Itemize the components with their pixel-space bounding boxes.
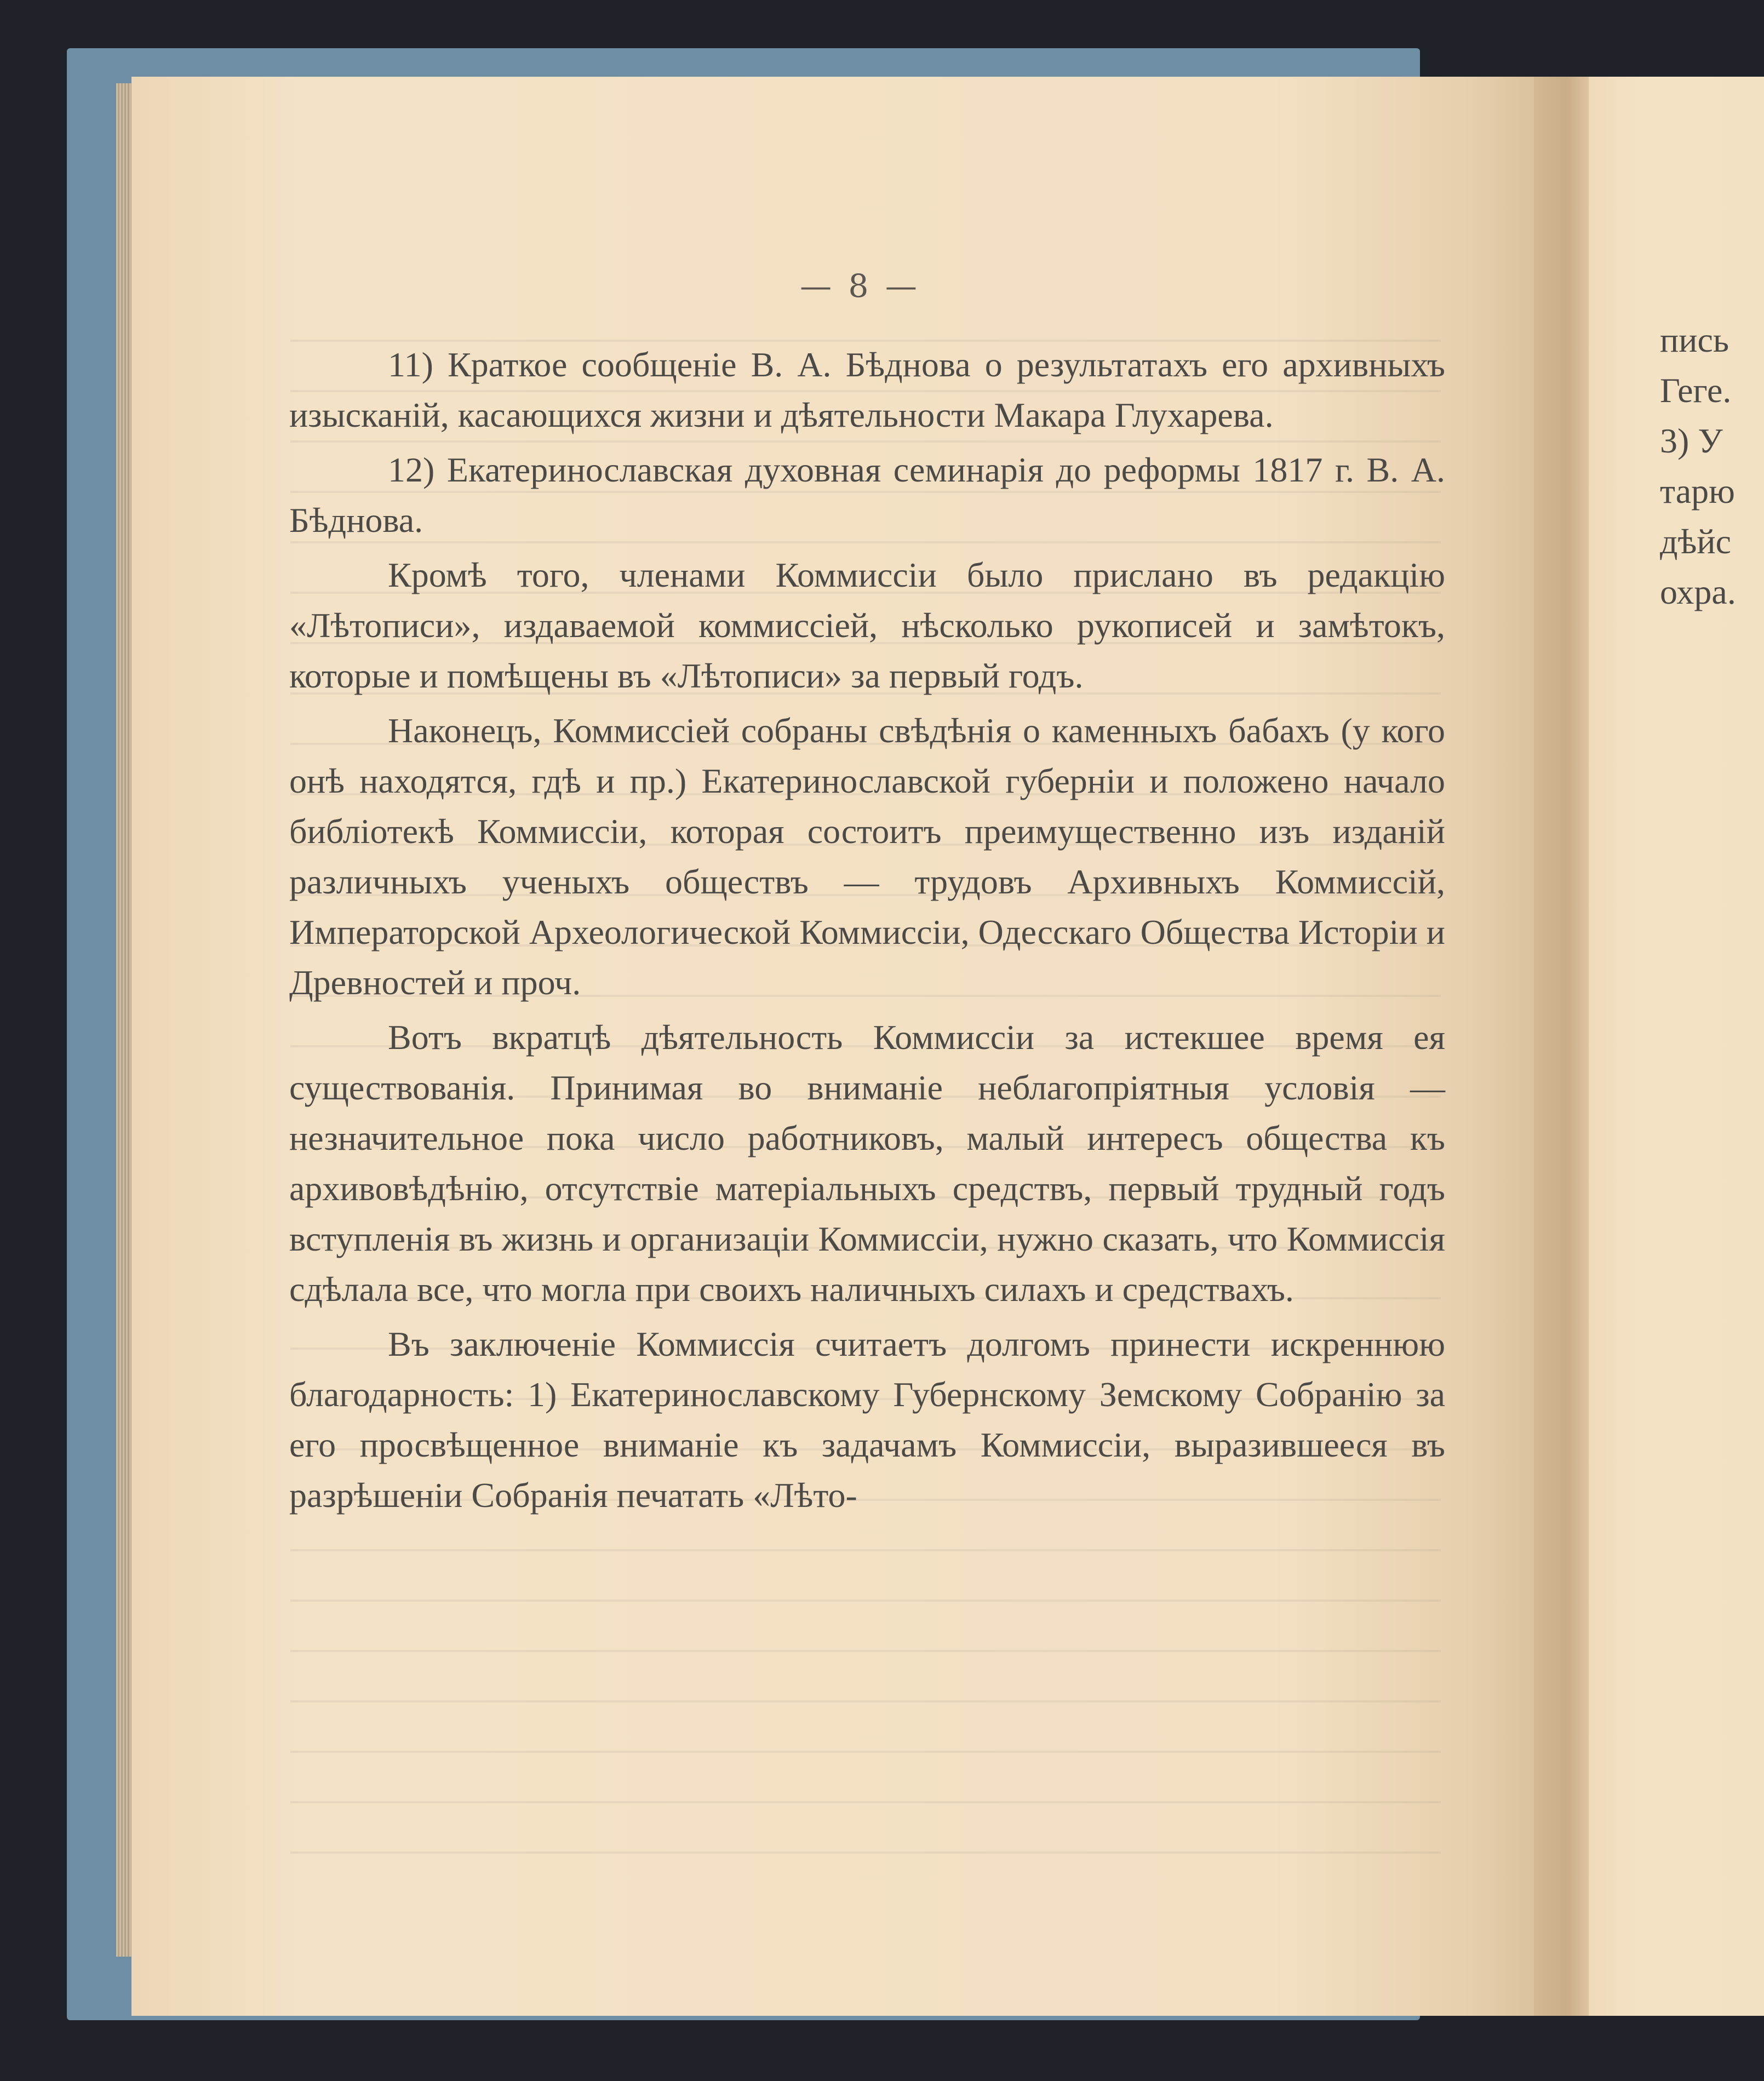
right-line: охра. [1660, 572, 1736, 611]
right-line: Геге. [1660, 371, 1732, 410]
right-line: тарю [1660, 472, 1735, 511]
paragraph-manuscripts: Кромѣ того, членами Коммиссіи было прислано въ редакцію «Лѣтописи», издаваемой коммиссіей, нѣсколько рукописей и замѣтокъ, которые и помѣщены въ «Лѣтописи» за первый годъ. [289, 555, 1445, 695]
right-line: 3) У [1660, 421, 1723, 460]
right-page-text [1660, 315, 1764, 617]
paragraph-conclusion: Въ заключеніе Коммиссія считаетъ долгомъ принести искреннюю благодарность: 1) Екатеринославскому Губернскому Земскому Собранію за его просвѣщенное вниманіе къ задачамъ Коммиссіи, выразившееся въ разрѣшеніи Собранія печатать «Лѣто- [289, 1325, 1445, 1515]
paragraph-summary: Вотъ вкратцѣ дѣятельность Коммиссіи за истекшее время ея существованія. Принимая во вниманіе неблагопріятныя условія — незначительное пока число работниковъ, малый интересъ общества къ архивовѣдѣнію, отсутствіе матеріальныхъ средствъ, первый трудный годъ вступленія въ жизнь и организаціи Коммиссіи, нужно сказать, что Коммиссія сдѣлала все, что могла при своихъ наличныхъ силахъ и средствахъ. [289, 1018, 1445, 1309]
right-line: дѣйс [1660, 522, 1731, 561]
paragraph-item-11: 11) Краткое сообщеніе В. А. Бѣднова о результатахъ его архивныхъ изысканій, касающихся жизни и дѣятельности Макара Глухарева. [289, 345, 1445, 434]
right-line: пись [1660, 320, 1729, 359]
left-page-text [289, 340, 1445, 1525]
page-number: — 8 — [800, 267, 920, 305]
paragraph-item-12: 12) Екатеринославская духовная семинарія до реформы 1817 г. В. А. Бѣднова. [289, 450, 1445, 540]
paragraph-stone-babas: Наконецъ, Коммиссіей собраны свѣдѣнія о каменныхъ бабахъ (у кого онѣ находятся, гдѣ и пр.) Екатеринославской губерніи и положено начало библіотекѣ Коммиссіи, которая состоитъ преимущественно изъ изданій различныхъ ученыхъ обществъ — трудовъ Архивныхъ Коммиссій, Императорской Археологической Коммиссіи, Одесскаго Общества Исторіи и Древностей и проч. [289, 711, 1445, 1002]
